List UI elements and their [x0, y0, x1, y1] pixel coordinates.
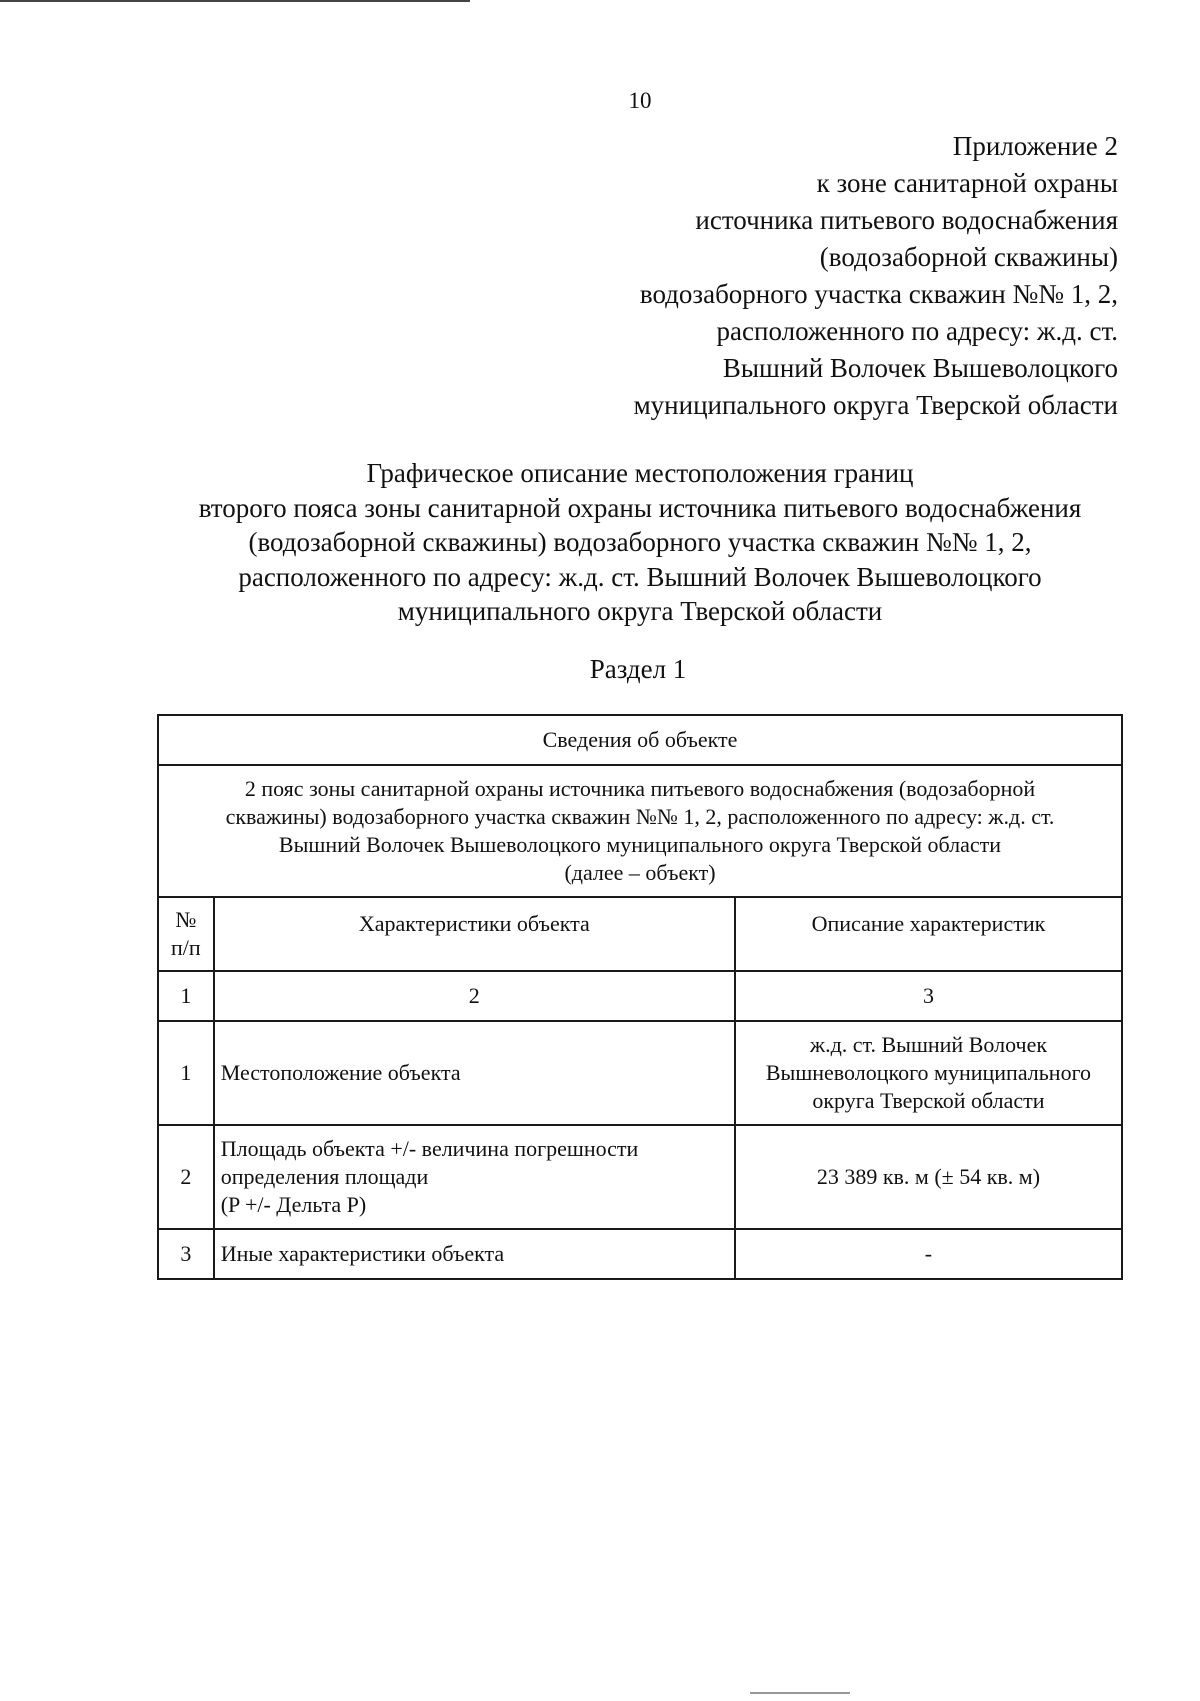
row-description-line: - — [924, 1241, 933, 1266]
table-header-row — [158, 715, 1122, 765]
page-number: 10 — [628, 88, 652, 113]
appendix-line: расположенного по адресу: ж.д. ст. — [716, 316, 1118, 346]
column-number-cell: 1 — [158, 971, 214, 1021]
title-line: (водозаборной скважины) водозаборного участка скважин №№ 1, 2, — [248, 527, 1032, 557]
object-description-row — [158, 765, 1122, 897]
row-characteristic — [214, 1021, 735, 1125]
title-line: муниципального округа Тверской области — [397, 596, 883, 626]
section-label: Раздел 1 — [589, 654, 687, 684]
row-characteristic-line: Площадь объекта +/- величина погрешности — [220, 1136, 639, 1161]
column-header-number-line: № — [175, 907, 197, 932]
scan-edge-line — [0, 0, 470, 2]
column-number-cell: 3 — [735, 971, 1122, 1021]
appendix-line: Приложение 2 — [952, 131, 1118, 161]
row-description — [735, 1125, 1122, 1229]
row-description-line: ж.д. ст. Вышний Волочек — [809, 1032, 1048, 1057]
appendix-line: водозаборного участка скважин №№ 1, 2, — [639, 279, 1118, 309]
object-description-line: 2 пояс зоны санитарной охраны источника питьевого водоснабжения (водозаборной — [244, 776, 1036, 801]
row-description-line: 23 389 кв. м (± 54 кв. м) — [816, 1164, 1041, 1189]
column-header-characteristic: Характеристики объекта — [214, 897, 735, 971]
row-characteristic — [214, 1125, 735, 1229]
object-description-line: (далее – объект) — [564, 860, 716, 885]
column-header-number — [158, 897, 214, 971]
appendix-line: Вышний Волочек Вышеволоцкого — [722, 353, 1118, 383]
scan-edge-line — [750, 1692, 850, 1694]
appendix-line: (водозаборной скважины) — [819, 242, 1118, 272]
title-line: второго пояса зоны санитарной охраны источника питьевого водоснабжения — [198, 492, 1082, 523]
title-line: расположенного по адресу: ж.д. ст. Вышний Волочек Вышеволоцкого — [238, 561, 1042, 592]
row-description — [735, 1021, 1122, 1125]
object-info-table — [157, 714, 1123, 1280]
table-row — [158, 1229, 1122, 1279]
appendix-heading — [498, 128, 1118, 424]
column-header-row — [158, 897, 1122, 971]
table-header-cell: Сведения об объекте — [158, 715, 1122, 765]
row-description-line: Вышневолоцкого муниципального — [765, 1060, 1092, 1085]
row-characteristic — [214, 1229, 735, 1279]
column-number-cell: 2 — [214, 971, 735, 1021]
appendix-line: к зоне санитарной охраны — [816, 168, 1118, 198]
object-description-line: Вышний Волочек Вышеволоцкого муниципального округа Тверской области — [278, 832, 1002, 857]
object-description-cell — [158, 765, 1122, 897]
row-description-line: округа Тверской области — [812, 1088, 1045, 1113]
table-row — [158, 1021, 1122, 1125]
column-header-number-line: п/п — [171, 935, 201, 960]
document-title — [120, 456, 1160, 629]
appendix-line: источника питьевого водоснабжения — [695, 205, 1118, 235]
object-description-line: скважины) водозаборного участка скважин №№ 1, 2, расположенного по адресу: ж.д. ст. — [225, 804, 1055, 829]
column-header-description: Описание характеристик — [735, 897, 1122, 971]
row-characteristic-line: (P +/- Дельта P) — [220, 1192, 367, 1217]
row-number: 2 — [158, 1125, 214, 1229]
row-characteristic-line: Иные характеристики объекта — [220, 1241, 505, 1266]
row-description — [735, 1229, 1122, 1279]
row-characteristic-line: определения площади — [220, 1164, 429, 1189]
row-number: 1 — [158, 1021, 214, 1125]
row-characteristic-line: Местоположение объекта — [220, 1060, 461, 1085]
column-number-row — [158, 971, 1122, 1021]
appendix-line: муниципального округа Тверской области — [633, 390, 1118, 420]
table-row — [158, 1125, 1122, 1229]
row-number: 3 — [158, 1229, 214, 1279]
title-line: Графическое описание местоположения границ — [366, 458, 914, 488]
